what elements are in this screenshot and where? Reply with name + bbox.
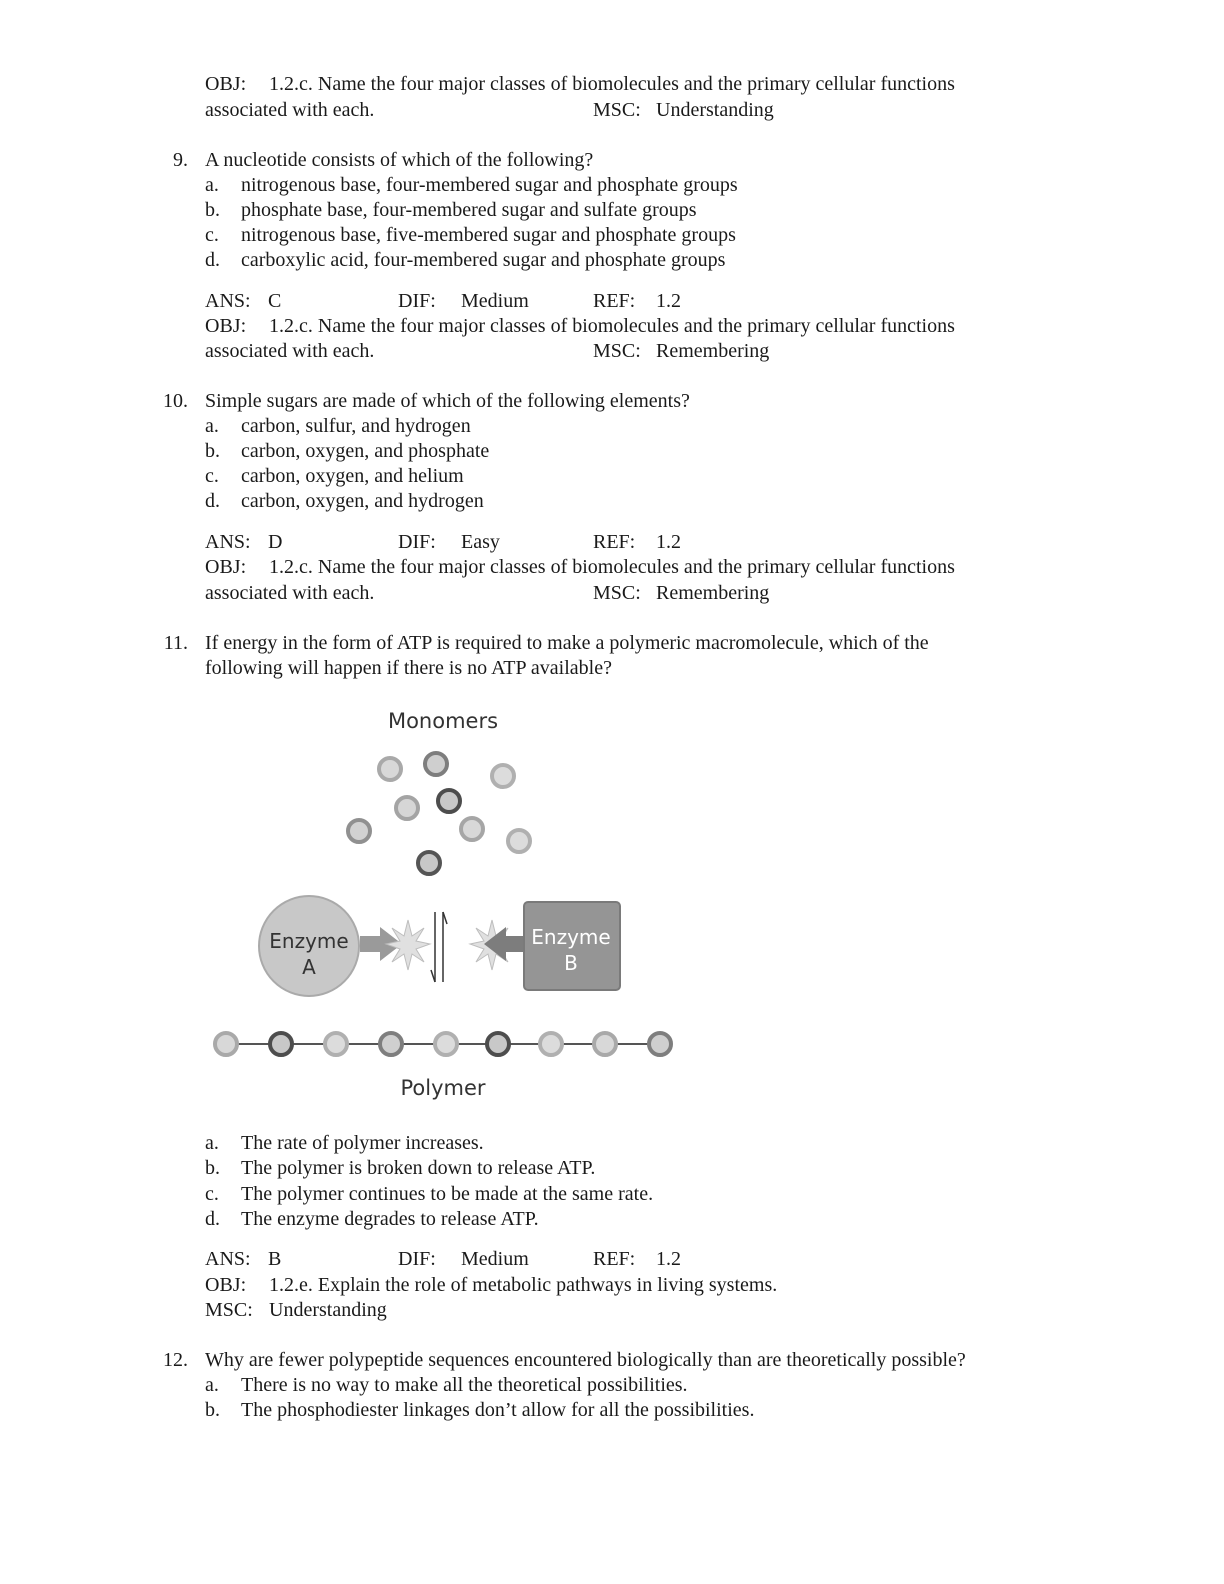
option-text: The rate of polymer increases.	[241, 1132, 484, 1154]
question-number: 10.	[163, 390, 188, 412]
dif-value: Medium	[461, 290, 529, 312]
option-text: The polymer continues to be made at the same rate.	[241, 1183, 654, 1205]
obj-label: OBJ:	[205, 1274, 247, 1296]
obj-label: OBJ:	[205, 556, 247, 578]
polymer-unit	[594, 1033, 616, 1055]
option-text: carbon, sulfur, and hydrogen	[241, 415, 471, 437]
msc-label: MSC:	[593, 340, 641, 362]
polymer-unit	[270, 1033, 292, 1055]
option-letter: b.	[205, 1157, 220, 1179]
option-letter: a.	[205, 1132, 219, 1154]
option-letter: a.	[205, 1374, 219, 1396]
enzyme-a-letter: A	[302, 955, 316, 979]
dif-label: DIF:	[398, 290, 436, 312]
top-msc-label: MSC:	[593, 99, 641, 121]
top-obj-text: 1.2.c. Name the four major classes of biomolecules and the primary cellular functions	[269, 73, 955, 95]
polymer-unit	[215, 1033, 237, 1055]
polymer-unit	[540, 1033, 562, 1055]
ans-label: ANS:	[205, 290, 251, 312]
question-text: If energy in the form of ATP is required to make a polymeric macromolecule, which of the	[205, 632, 929, 654]
question-number: 12.	[163, 1349, 188, 1371]
option-text: The enzyme degrades to release ATP.	[241, 1208, 539, 1230]
ans-value: D	[268, 531, 283, 553]
obj-value: 1.2.c. Name the four major classes of biomolecules and the primary cellular functions	[269, 315, 955, 337]
dif-label: DIF:	[398, 1248, 436, 1270]
free-monomers	[348, 753, 530, 874]
dif-label: DIF:	[398, 531, 436, 553]
enzyme-b-label: Enzyme	[531, 925, 611, 949]
top-obj-cont: associated with each.	[205, 99, 375, 121]
option-letter: d.	[205, 1208, 220, 1230]
monomer-polymer-diagram	[200, 700, 700, 1110]
monomer	[425, 753, 447, 775]
polymer-label: Polymer	[400, 1076, 486, 1100]
msc-value: Remembering	[656, 340, 770, 362]
obj-cont: associated with each.	[205, 582, 375, 604]
polymer-unit	[487, 1033, 509, 1055]
enzyme-a-label: Enzyme	[269, 929, 349, 953]
option-text: nitrogenous base, five-membered sugar and phosphate groups	[241, 224, 736, 246]
monomer	[508, 830, 530, 852]
msc-label: MSC:	[205, 1299, 253, 1321]
option-letter: d.	[205, 490, 220, 512]
enzyme-b-letter: B	[564, 951, 578, 975]
monomer	[348, 820, 370, 842]
option-letter: c.	[205, 1183, 219, 1205]
option-text: carboxylic acid, four-membered sugar and phosphate groups	[241, 249, 726, 271]
option-text: carbon, oxygen, and hydrogen	[241, 490, 484, 512]
option-text: phosphate base, four-membered sugar and sulfate groups	[241, 199, 697, 221]
question-number: 11.	[163, 632, 188, 654]
ref-value: 1.2	[656, 290, 681, 312]
polymer-unit	[380, 1033, 402, 1055]
option-letter: b.	[205, 440, 220, 462]
ref-label: REF:	[593, 531, 636, 553]
question-text: Why are fewer polypeptide sequences encountered biologically than are theoretically possible?	[205, 1349, 966, 1371]
obj-cont: associated with each.	[205, 340, 375, 362]
obj-label: OBJ:	[205, 315, 247, 337]
polymer-chain	[215, 1033, 671, 1055]
question-text: Simple sugars are made of which of the following elements?	[205, 390, 690, 412]
polymer-unit	[649, 1033, 671, 1055]
option-text: nitrogenous base, four-membered sugar and phosphate groups	[241, 174, 738, 196]
ref-value: 1.2	[656, 531, 681, 553]
dif-value: Medium	[461, 1248, 529, 1270]
ref-label: REF:	[593, 290, 636, 312]
ans-label: ANS:	[205, 531, 251, 553]
msc-value: Remembering	[656, 582, 770, 604]
dif-value: Easy	[461, 531, 500, 553]
msc-label: MSC:	[593, 582, 641, 604]
question-number: 9.	[173, 149, 188, 171]
polymer-unit	[325, 1033, 347, 1055]
equilibrium-arrows-icon	[431, 912, 447, 982]
option-letter: a.	[205, 174, 219, 196]
ref-label: REF:	[593, 1248, 636, 1270]
spark-icon	[386, 920, 430, 970]
ans-value: C	[268, 290, 282, 312]
monomer	[379, 758, 401, 780]
obj-value: 1.2.e. Explain the role of metabolic pathways in living systems.	[269, 1274, 778, 1296]
question-text-cont: following will happen if there is no ATP available?	[205, 657, 612, 679]
option-letter: b.	[205, 1399, 220, 1421]
monomer	[396, 797, 418, 819]
ref-value: 1.2	[656, 1248, 681, 1270]
monomer	[438, 790, 460, 812]
option-letter: c.	[205, 224, 219, 246]
option-letter: c.	[205, 465, 219, 487]
ans-label: ANS:	[205, 1248, 251, 1270]
msc-value: Understanding	[269, 1299, 387, 1321]
option-text: The polymer is broken down to release ATP.	[241, 1157, 596, 1179]
monomer	[492, 765, 514, 787]
option-letter: d.	[205, 249, 220, 271]
option-letter: a.	[205, 415, 219, 437]
option-text: carbon, oxygen, and phosphate	[241, 440, 490, 462]
top-obj-label: OBJ:	[205, 73, 247, 95]
ans-value: B	[268, 1248, 282, 1270]
option-letter: b.	[205, 199, 220, 221]
polymer-unit	[435, 1033, 457, 1055]
obj-value: 1.2.c. Name the four major classes of biomolecules and the primary cellular functions	[269, 556, 955, 578]
option-text: carbon, oxygen, and helium	[241, 465, 464, 487]
top-msc-value: Understanding	[656, 99, 774, 121]
option-text: The phosphodiester linkages don’t allow for all the possibilities.	[241, 1399, 755, 1421]
monomer	[418, 852, 440, 874]
monomer	[461, 818, 483, 840]
option-text: There is no way to make all the theoretical possibilities.	[241, 1374, 688, 1396]
question-text: A nucleotide consists of which of the following?	[205, 149, 594, 171]
monomers-label: Monomers	[387, 709, 499, 733]
